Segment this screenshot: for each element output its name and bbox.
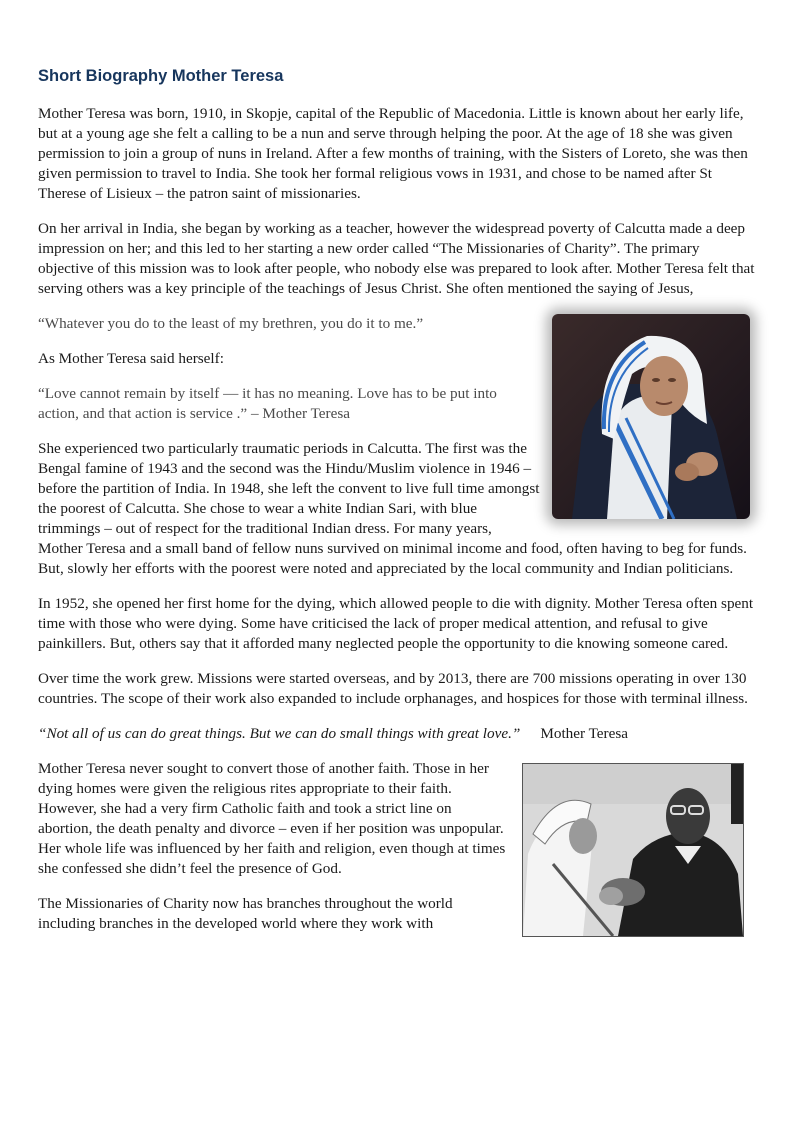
quote-great-love-attribution: Mother Teresa	[540, 725, 628, 742]
mother-teresa-portrait-photo	[552, 314, 750, 519]
paragraph-said-herself: As Mother Teresa said herself:	[38, 350, 224, 367]
paragraph-faith: Mother Teresa never sought to convert those of another faith. Those in her dying homes were given the religious rites appropriate to their faith. However, she had a very firm Catholic faith and took a strict line on abortion, the death penalty and divorce – even if her position was unpopular. Her whole life was influenced by her faith and religion, even though at times she confessed she didn’t feel the presence of God.	[38, 760, 506, 877]
quote-brethren: “Whatever you do to the least of my brethren, you do it to me.”	[38, 315, 424, 332]
portrait-photo-icon	[552, 314, 750, 519]
paragraph-early-life: Mother Teresa was born, 1910, in Skopje, capital of the Republic of Macedonia. Little is known about her early life, but at a young age she felt a calling to be a nun and serve through helping the poor. At the age of 18 she was given permission to join a group of nuns in Ireland. After a few months of training, with the Sisters of Loreto, she was then given permission to travel to India. She took her formal religious vows in 1931, and chose to be named after St Therese of Lisieux – the patron saint of missionaries.	[38, 105, 748, 202]
quote-love-service: “Love cannot remain by itself — it has no meaning. Love has to be put into action, and that action is service .” – Mother Teresa	[38, 385, 497, 422]
paragraph-branches: The Missionaries of Charity now has branches throughout the world including branches in the developed world where they work with	[38, 895, 453, 932]
page-title: Short Biography Mother Teresa	[38, 67, 284, 85]
paragraph-home-for-dying: In 1952, she opened her first home for the dying, which allowed people to die with dignity. Mother Teresa often spent time with those who were dying. Some have criticised the lack of proper medical attention, and refusal to give painkillers. But, others say that it afforded many neglected people the opportunity to die knowing someone cared.	[38, 595, 754, 652]
handshake-photo-icon	[523, 764, 743, 936]
paragraph-arrival-india: On her arrival in India, she began by working as a teacher, however the widespread poverty of Calcutta made a deep impression on her; and this led to her starting a new order called “The Missionaries of Charity”. The primary objective of this mission was to look after people, who nobody else was prepared to look after. Mother Teresa felt that serving others was a key principle of the teachings of Jesus Christ. She often mentioned the saying of Jesus,	[38, 220, 755, 297]
quote-great-love-text: “Not all of us can do great things. But we can do small things with great love.”	[38, 725, 521, 742]
handshake-photo	[522, 763, 744, 937]
paragraph-work-grew: Over time the work grew. Missions were started overseas, and by 2013, there are 700 missions operating in over 130 countries. The scope of their work also expanded to include orphanages, and hospices for those with terminal illness.	[38, 670, 748, 707]
paragraph-traumatic-periods: She experienced two particularly traumatic periods in Calcutta. The first was the Bengal famine of 1943 and the second was the Hindu/Muslim violence in 1946 – before the partition of India. In 1948, she left the convent to live full time amongst the poorest of Calcutta. She chose to wear a white Indian Sari, with blue trimmings – out of respect for the traditional Indian dress. For many years, Mother Teresa and a small band of fellow nuns survived on minimal income and food, often having to beg for funds. But, slowly her efforts with the poorest were noted and appreciated by the local community and Indian politicians.	[38, 440, 747, 577]
quote-great-love	[38, 724, 758, 744]
